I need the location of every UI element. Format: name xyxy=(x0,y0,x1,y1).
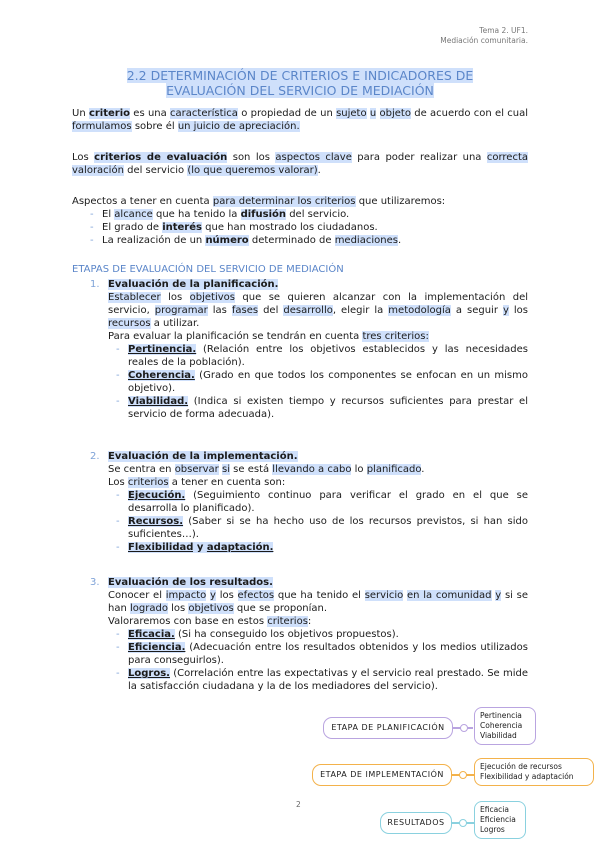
criterion-item xyxy=(90,641,528,667)
leaf-label: Ejecución de recursos xyxy=(480,762,562,771)
text: del servicio. xyxy=(286,209,350,220)
highlight: mediaciones xyxy=(334,235,398,246)
text: Aspectos a tener en cuenta xyxy=(72,196,213,207)
criterion-name: Flexibilidad xyxy=(128,542,194,553)
text: si se han xyxy=(108,590,529,614)
text: del servicio xyxy=(123,165,188,176)
criteria-intro xyxy=(90,615,528,628)
highlight: (lo que queremos valorar) xyxy=(187,165,318,176)
text: se está xyxy=(229,464,273,475)
header-subject: Mediación comunitaria. xyxy=(440,36,528,45)
stage-title-text: Evaluación de los resultados. xyxy=(108,577,273,588)
text: Un xyxy=(72,108,89,119)
highlight: programar xyxy=(154,305,208,316)
text: del xyxy=(258,305,284,316)
stage-number: 1. xyxy=(90,279,100,290)
text: a tener en cuenta son: xyxy=(168,477,286,488)
leaf-label: Logros xyxy=(480,825,505,834)
criterion-name: Eficacia. xyxy=(128,629,175,640)
highlight: criterio xyxy=(88,108,131,119)
criterion-name: Eficiencia. xyxy=(128,642,186,653)
intro-paragraph-criteria xyxy=(72,151,528,177)
stage-description xyxy=(90,463,528,476)
text: los xyxy=(160,292,190,303)
leaf-label: Coherencia xyxy=(480,721,523,730)
text: Los xyxy=(72,152,95,163)
highlight: número xyxy=(205,235,249,246)
highlight: un juicio de apreciación. xyxy=(177,121,300,132)
text: La realización de un xyxy=(102,235,206,246)
leaf-label: Pertinencia xyxy=(480,711,522,720)
stage-title xyxy=(90,450,528,463)
text: que se quieren alcanzar con la implementación del servicio, xyxy=(108,292,529,316)
highlight: metodología xyxy=(388,305,451,316)
section-title-line2: EVALUACIÓN DEL SERVICIO DE MEDIACIÓN xyxy=(166,83,434,98)
text: y xyxy=(193,542,207,553)
mindmap-leaves-implementation xyxy=(474,758,594,786)
criterion-desc: (Grado en que todos los componentes se enfocan en un mismo objetivo). xyxy=(128,370,528,394)
highlight: fases xyxy=(231,305,259,316)
criteria-intro xyxy=(90,476,528,489)
highlight: interés xyxy=(162,222,202,233)
criterion-name: Ejecución. xyxy=(128,490,186,501)
text: es una xyxy=(130,108,171,119)
list-item xyxy=(90,234,530,247)
stage-title xyxy=(90,576,528,589)
section-title xyxy=(80,68,520,98)
criterion-item xyxy=(90,628,528,641)
text: que ha tenido la xyxy=(152,209,241,220)
text: Valoraremos con base en estos xyxy=(108,616,268,627)
highlight: correcta valoración xyxy=(72,152,529,176)
highlight: criterios de evaluación xyxy=(94,152,228,163)
text: a utilizar. xyxy=(150,318,200,329)
page-number: 2 xyxy=(296,800,301,809)
text: , elegir la xyxy=(332,305,389,316)
list-item xyxy=(90,221,530,234)
text: que han mostrado los ciudadanos. xyxy=(201,222,378,233)
intro-paragraph-aspects xyxy=(72,195,528,208)
mindmap-connector-dot xyxy=(460,724,468,732)
stage-planning xyxy=(90,278,528,421)
criteria-intro xyxy=(90,330,528,343)
text: Para evaluar la planificación se tendrán en cuenta xyxy=(108,331,363,342)
stage-title-text: Evaluación de la planificación. xyxy=(108,279,279,290)
text: o propiedad de un xyxy=(237,108,337,119)
highlight: difusión xyxy=(240,209,287,220)
list-item xyxy=(90,208,530,221)
text: que ha tenido el xyxy=(274,590,365,601)
criterion-desc: (Correlación entre las expectativas y el servicio real prestado. Se mide la satisfacción ciudadana y la de los mediadores del servicio). xyxy=(128,668,528,692)
mindmap-leaves-results xyxy=(474,801,526,839)
text: de acuerdo con el cual xyxy=(410,108,528,119)
criterion-desc: (Seguimiento continuo para verificar el grado en el que se desarrolla lo planificado). xyxy=(128,490,528,514)
leaf-label: Viabilidad xyxy=(480,731,517,740)
highlight: servicio xyxy=(364,590,404,601)
criterion-desc: (Relación entre los objetivos establecidos y las necesidades reales de la población). xyxy=(128,344,528,368)
highlight: y xyxy=(210,590,216,601)
highlight: y xyxy=(495,590,502,601)
mindmap-node-planning: ETAPA DE PLANIFICACIÓN xyxy=(323,717,453,739)
stage-implementation xyxy=(90,450,528,554)
highlight: sujeto xyxy=(336,108,367,119)
highlight: objeto xyxy=(379,108,411,119)
text: los xyxy=(508,305,528,316)
highlight: si xyxy=(221,464,230,475)
criterion-name: Recursos. xyxy=(128,516,184,527)
criterion-item xyxy=(90,541,528,554)
highlight: característica xyxy=(170,108,238,119)
text: los xyxy=(167,603,189,614)
stage-results xyxy=(90,576,528,693)
text: las xyxy=(207,305,232,316)
highlight: planificado xyxy=(366,464,422,475)
criterion-item xyxy=(90,489,528,515)
stages-heading: ETAPAS DE EVALUACIÓN DEL SERVICIO DE MEDIACIÓN xyxy=(72,264,344,275)
criterion-item xyxy=(90,395,528,421)
highlight: para determinar los criterios xyxy=(212,196,356,207)
text: El grado de xyxy=(102,222,163,233)
text: que se proponían. xyxy=(233,603,328,614)
stage-title-text: Evaluación de la implementación. xyxy=(108,451,298,462)
highlight: alcance xyxy=(114,209,153,220)
stage-number: 2. xyxy=(90,451,100,462)
highlight: y xyxy=(502,305,509,316)
aspects-list xyxy=(90,208,530,247)
criterion-desc: (Saber si se ha hecho uso de los recursos previstos, si han sido suficientes…). xyxy=(128,516,528,540)
highlight: Establecer xyxy=(108,292,161,303)
highlight: criterios xyxy=(127,477,169,488)
leaf-label: Eficiencia xyxy=(480,815,516,824)
highlight: impacto xyxy=(165,590,207,601)
mindmap-node-results: RESULTADOS xyxy=(380,812,452,834)
highlight: llevando a cabo xyxy=(272,464,352,475)
highlight: objetivos xyxy=(188,603,234,614)
text: a seguir xyxy=(450,305,503,316)
header-topic: Tema 2. UF1. xyxy=(479,26,528,35)
text: . xyxy=(317,165,321,176)
stage-description xyxy=(90,589,528,615)
mindmap-node-implementation: ETAPA DE IMPLEMENTACIÓN xyxy=(312,764,452,786)
highlight: logrado xyxy=(129,603,168,614)
stage-description xyxy=(90,291,528,330)
criterion-item xyxy=(90,515,528,541)
criterion-desc: (Indica si existen tiempo y recursos suficientes para prestar el servicio de forma adecuada). xyxy=(128,396,528,420)
highlight: recursos xyxy=(108,318,151,329)
text: determinado de xyxy=(248,235,335,246)
stage-title xyxy=(90,278,528,291)
criterion-item xyxy=(90,343,528,369)
text: los xyxy=(215,590,238,601)
page-header xyxy=(440,26,528,46)
leaf-label: Flexibilidad y adaptación xyxy=(480,772,574,781)
highlight: efectos xyxy=(237,590,275,601)
criterion-name: Coherencia. xyxy=(128,370,195,381)
criterion-item xyxy=(90,369,528,395)
highlight: observar xyxy=(174,464,219,475)
criterion-item xyxy=(90,667,528,693)
mindmap-connector-dot xyxy=(459,771,467,779)
highlight: u xyxy=(369,108,377,119)
intro-paragraph-definition xyxy=(72,107,528,133)
criterion-name: adaptación. xyxy=(206,542,274,553)
text: El xyxy=(102,209,115,220)
criterion-desc: (Adecuación entre los resultados obtenidos y los medios utilizados para conseguirlos). xyxy=(128,642,528,666)
highlight: en la comunidad xyxy=(407,590,492,601)
text: Conocer el xyxy=(108,590,166,601)
text: son los xyxy=(227,152,276,163)
text: sobre él xyxy=(131,121,178,132)
text: que utilizaremos: xyxy=(355,196,446,207)
highlight: desarrollo xyxy=(283,305,333,316)
criterion-name: Logros. xyxy=(128,668,170,679)
mindmap-connector-dot xyxy=(459,819,467,827)
text: . xyxy=(397,235,402,246)
stage-number: 3. xyxy=(90,577,100,588)
highlight: objetivos xyxy=(189,292,235,303)
leaf-label: Eficacia xyxy=(480,805,509,814)
highlight: aspectos clave xyxy=(275,152,352,163)
criterion-desc: (Si ha conseguido los objetivos propuestos). xyxy=(174,629,399,640)
criterion-name: Pertinencia. xyxy=(128,344,197,355)
highlight: criterios xyxy=(267,616,308,627)
highlight: tres criterios: xyxy=(362,331,429,342)
criterion-name: Viabilidad. xyxy=(128,396,189,407)
text: Los xyxy=(108,477,128,488)
text: lo xyxy=(351,464,367,475)
text: . xyxy=(421,464,425,475)
text: Se centra en xyxy=(108,464,175,475)
highlight: formulamos xyxy=(72,121,132,132)
section-title-line1: 2.2 DETERMINACIÓN DE CRITERIOS E INDICADORES DE xyxy=(126,68,474,83)
mindmap-leaves-planning xyxy=(474,707,536,745)
text: para poder realizar una xyxy=(351,152,487,163)
text: : xyxy=(307,616,312,627)
